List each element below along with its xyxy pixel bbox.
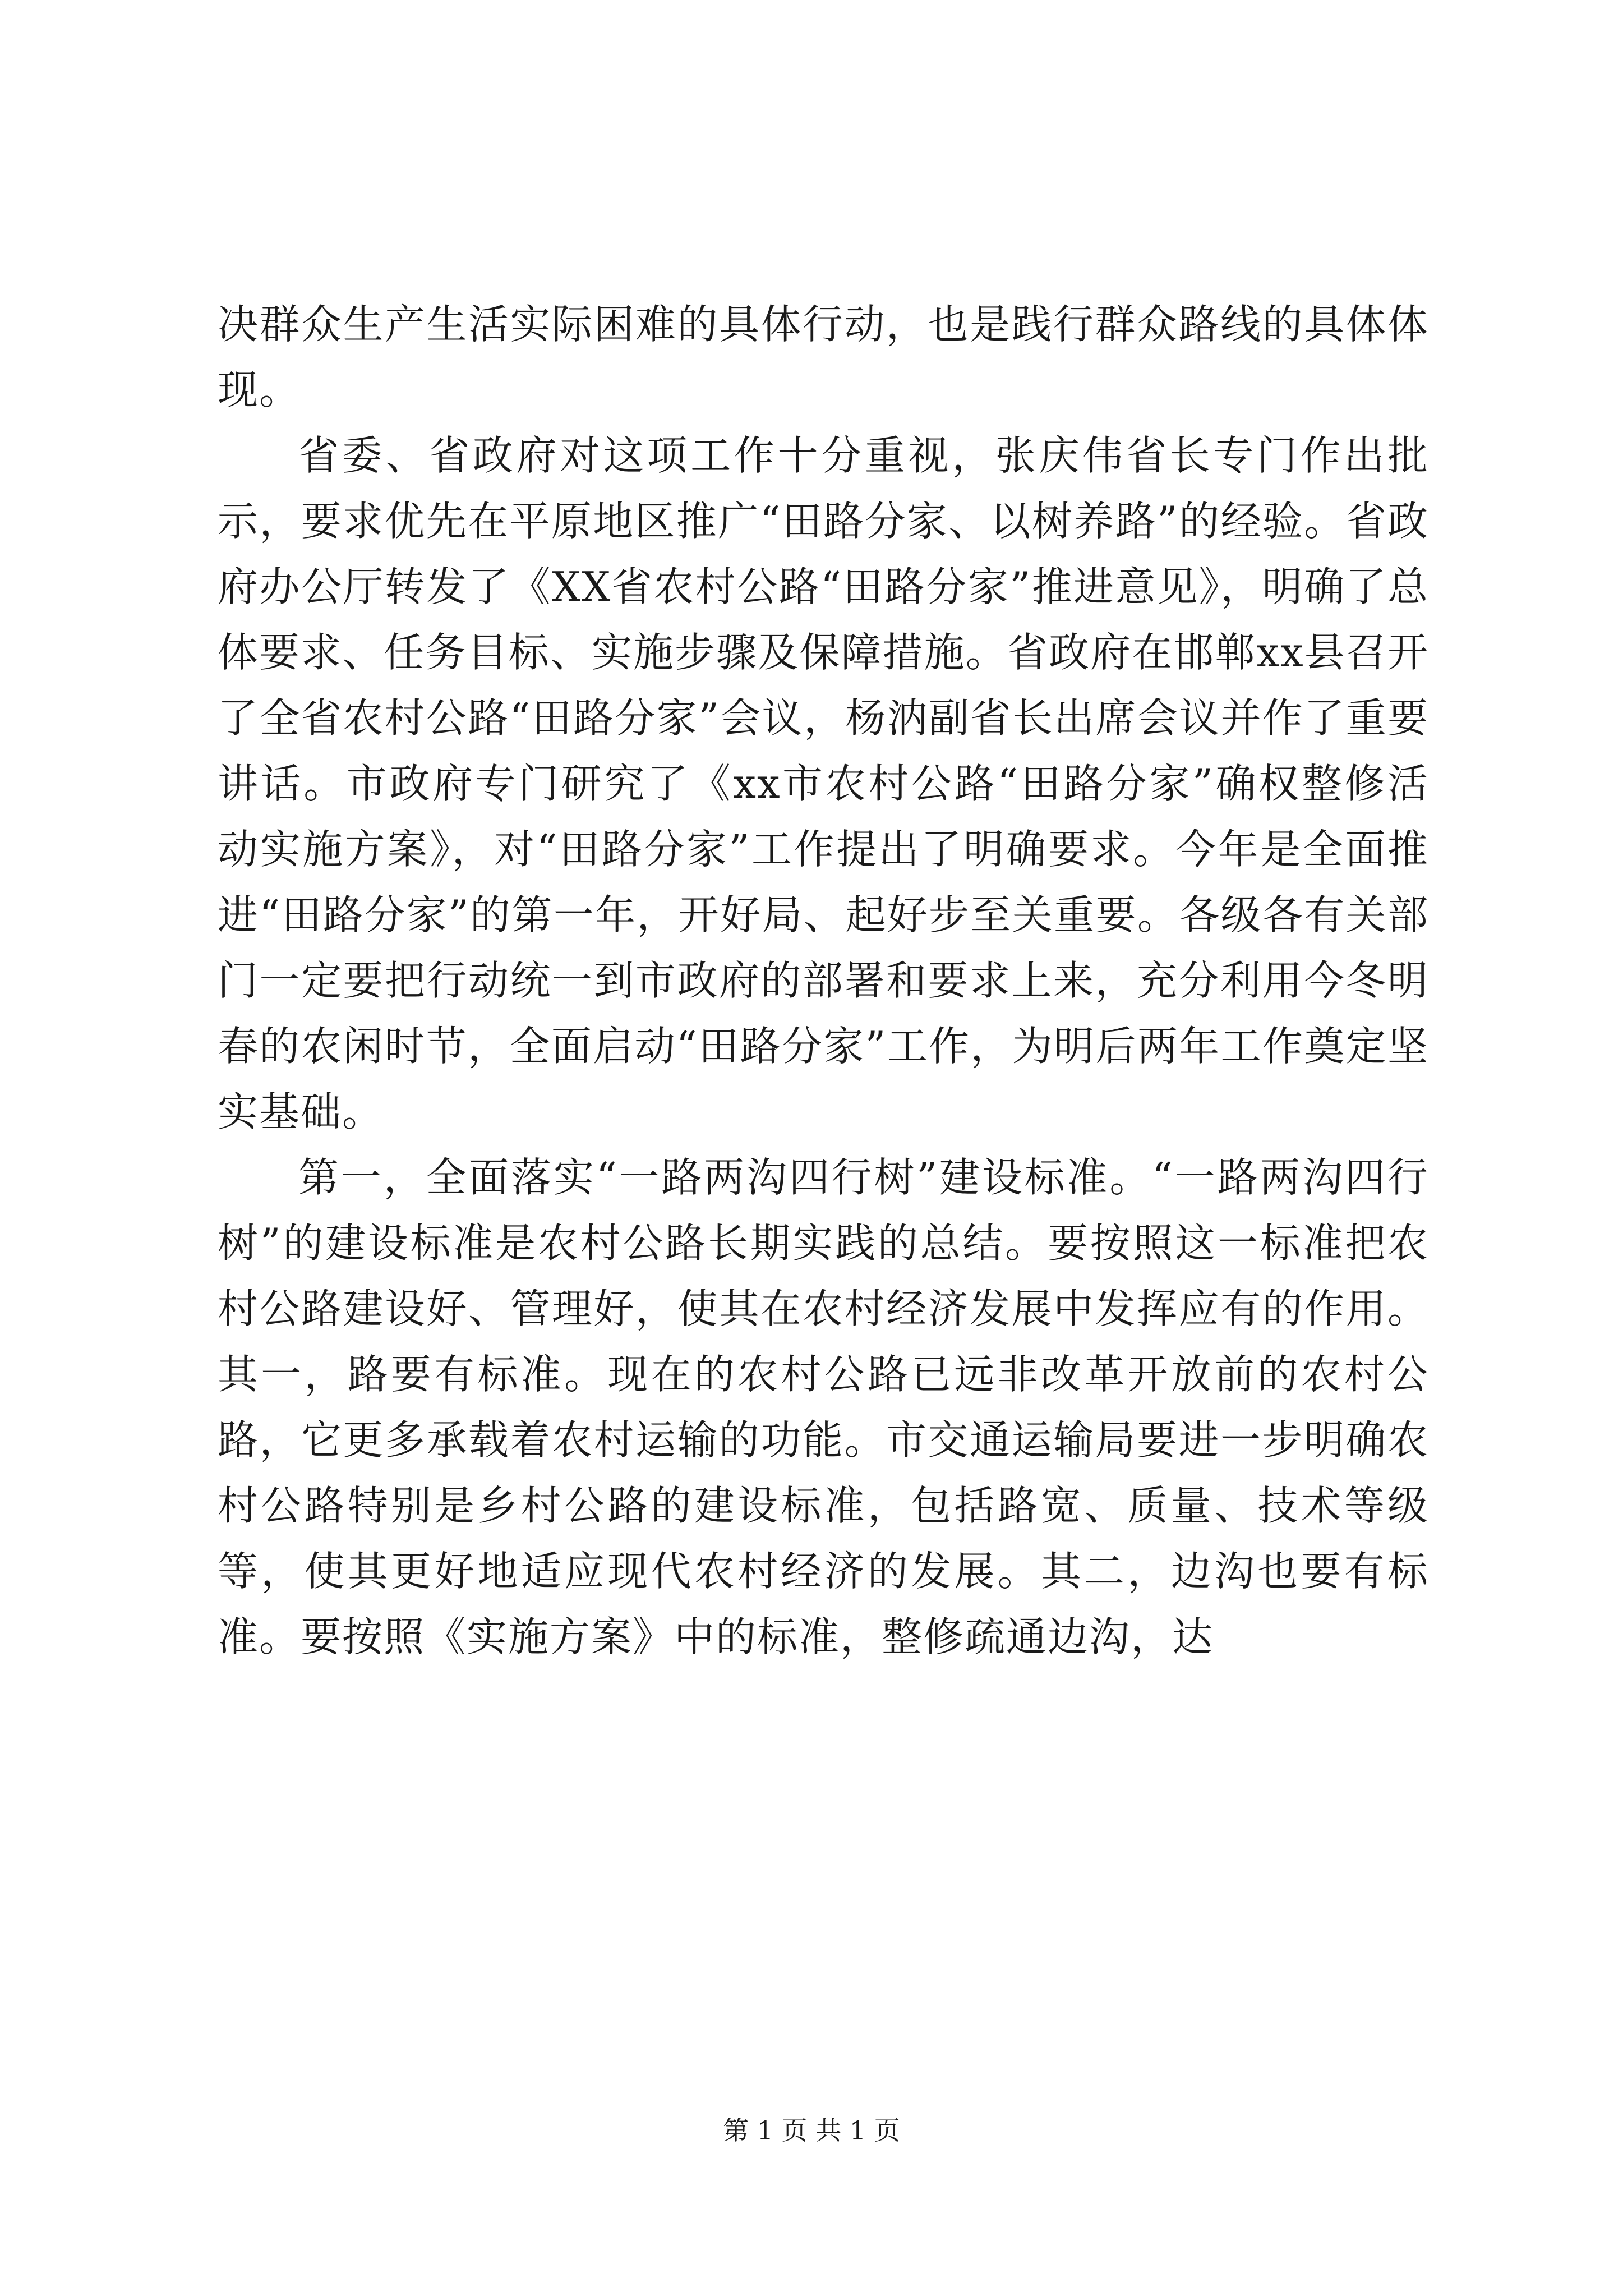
paragraph-construction-standard: 第一，全面落实“一路两沟四行树”建设标准。“一路两沟四行树”的建设标准是农村公路长期实践的总结。要按照这一标准把农村公路建设好、管理好，使其在农村经济发展中发挥应有的作用。其一，路要有标准。现在的农村公路已远非改革开放前的农村公路，它更多承载着农村运输的功能。市交通运输局要进一步明确农村公路特别是乡村公路的建设标准，包括路宽、质量、技术等级等，使其更好地适应现代农村经济的发展。其二，边沟也要有标准。要按照《实施方案》中的标准，整修疏通边沟，达 [218, 1154, 1429, 1660]
paragraph-continuation: 决群众生产生活实际困难的具体行动，也是践行群众路线的具体体现。 [218, 301, 1429, 413]
page-footer: 第 1 页 共 1 页 [723, 2115, 900, 2146]
paragraph-provincial-attention: 省委、省政府对这项工作十分重视，张庆伟省长专门作出批示，要求优先在平原地区推广“田路分家、以树养路”的经验。省政府办公厅转发了《XX省农村公路“田路分家”推进意见》，明确了总体要求、任务目标、实施步骤及保障措施。省政府在邯郸xx县召开了全省农村公路“田路分家”会议，杨汭副省长出席会议并作了重要讲话。市政府专门研究了《xx市农村公路“田路分家”确权整修活动实施方案》，对“田路分家”工作提出了明确要求。今年是全面推进“田路分家”的第一年，开好局、起好步至关重要。各级各有关部门一定要把行动统一到市政府的部署和要求上来，充分利用今冬明春的农闲时节，全面启动“田路分家”工作，为明后两年工作奠定坚实基础。 [218, 432, 1429, 1135]
document-body [218, 292, 1429, 1670]
